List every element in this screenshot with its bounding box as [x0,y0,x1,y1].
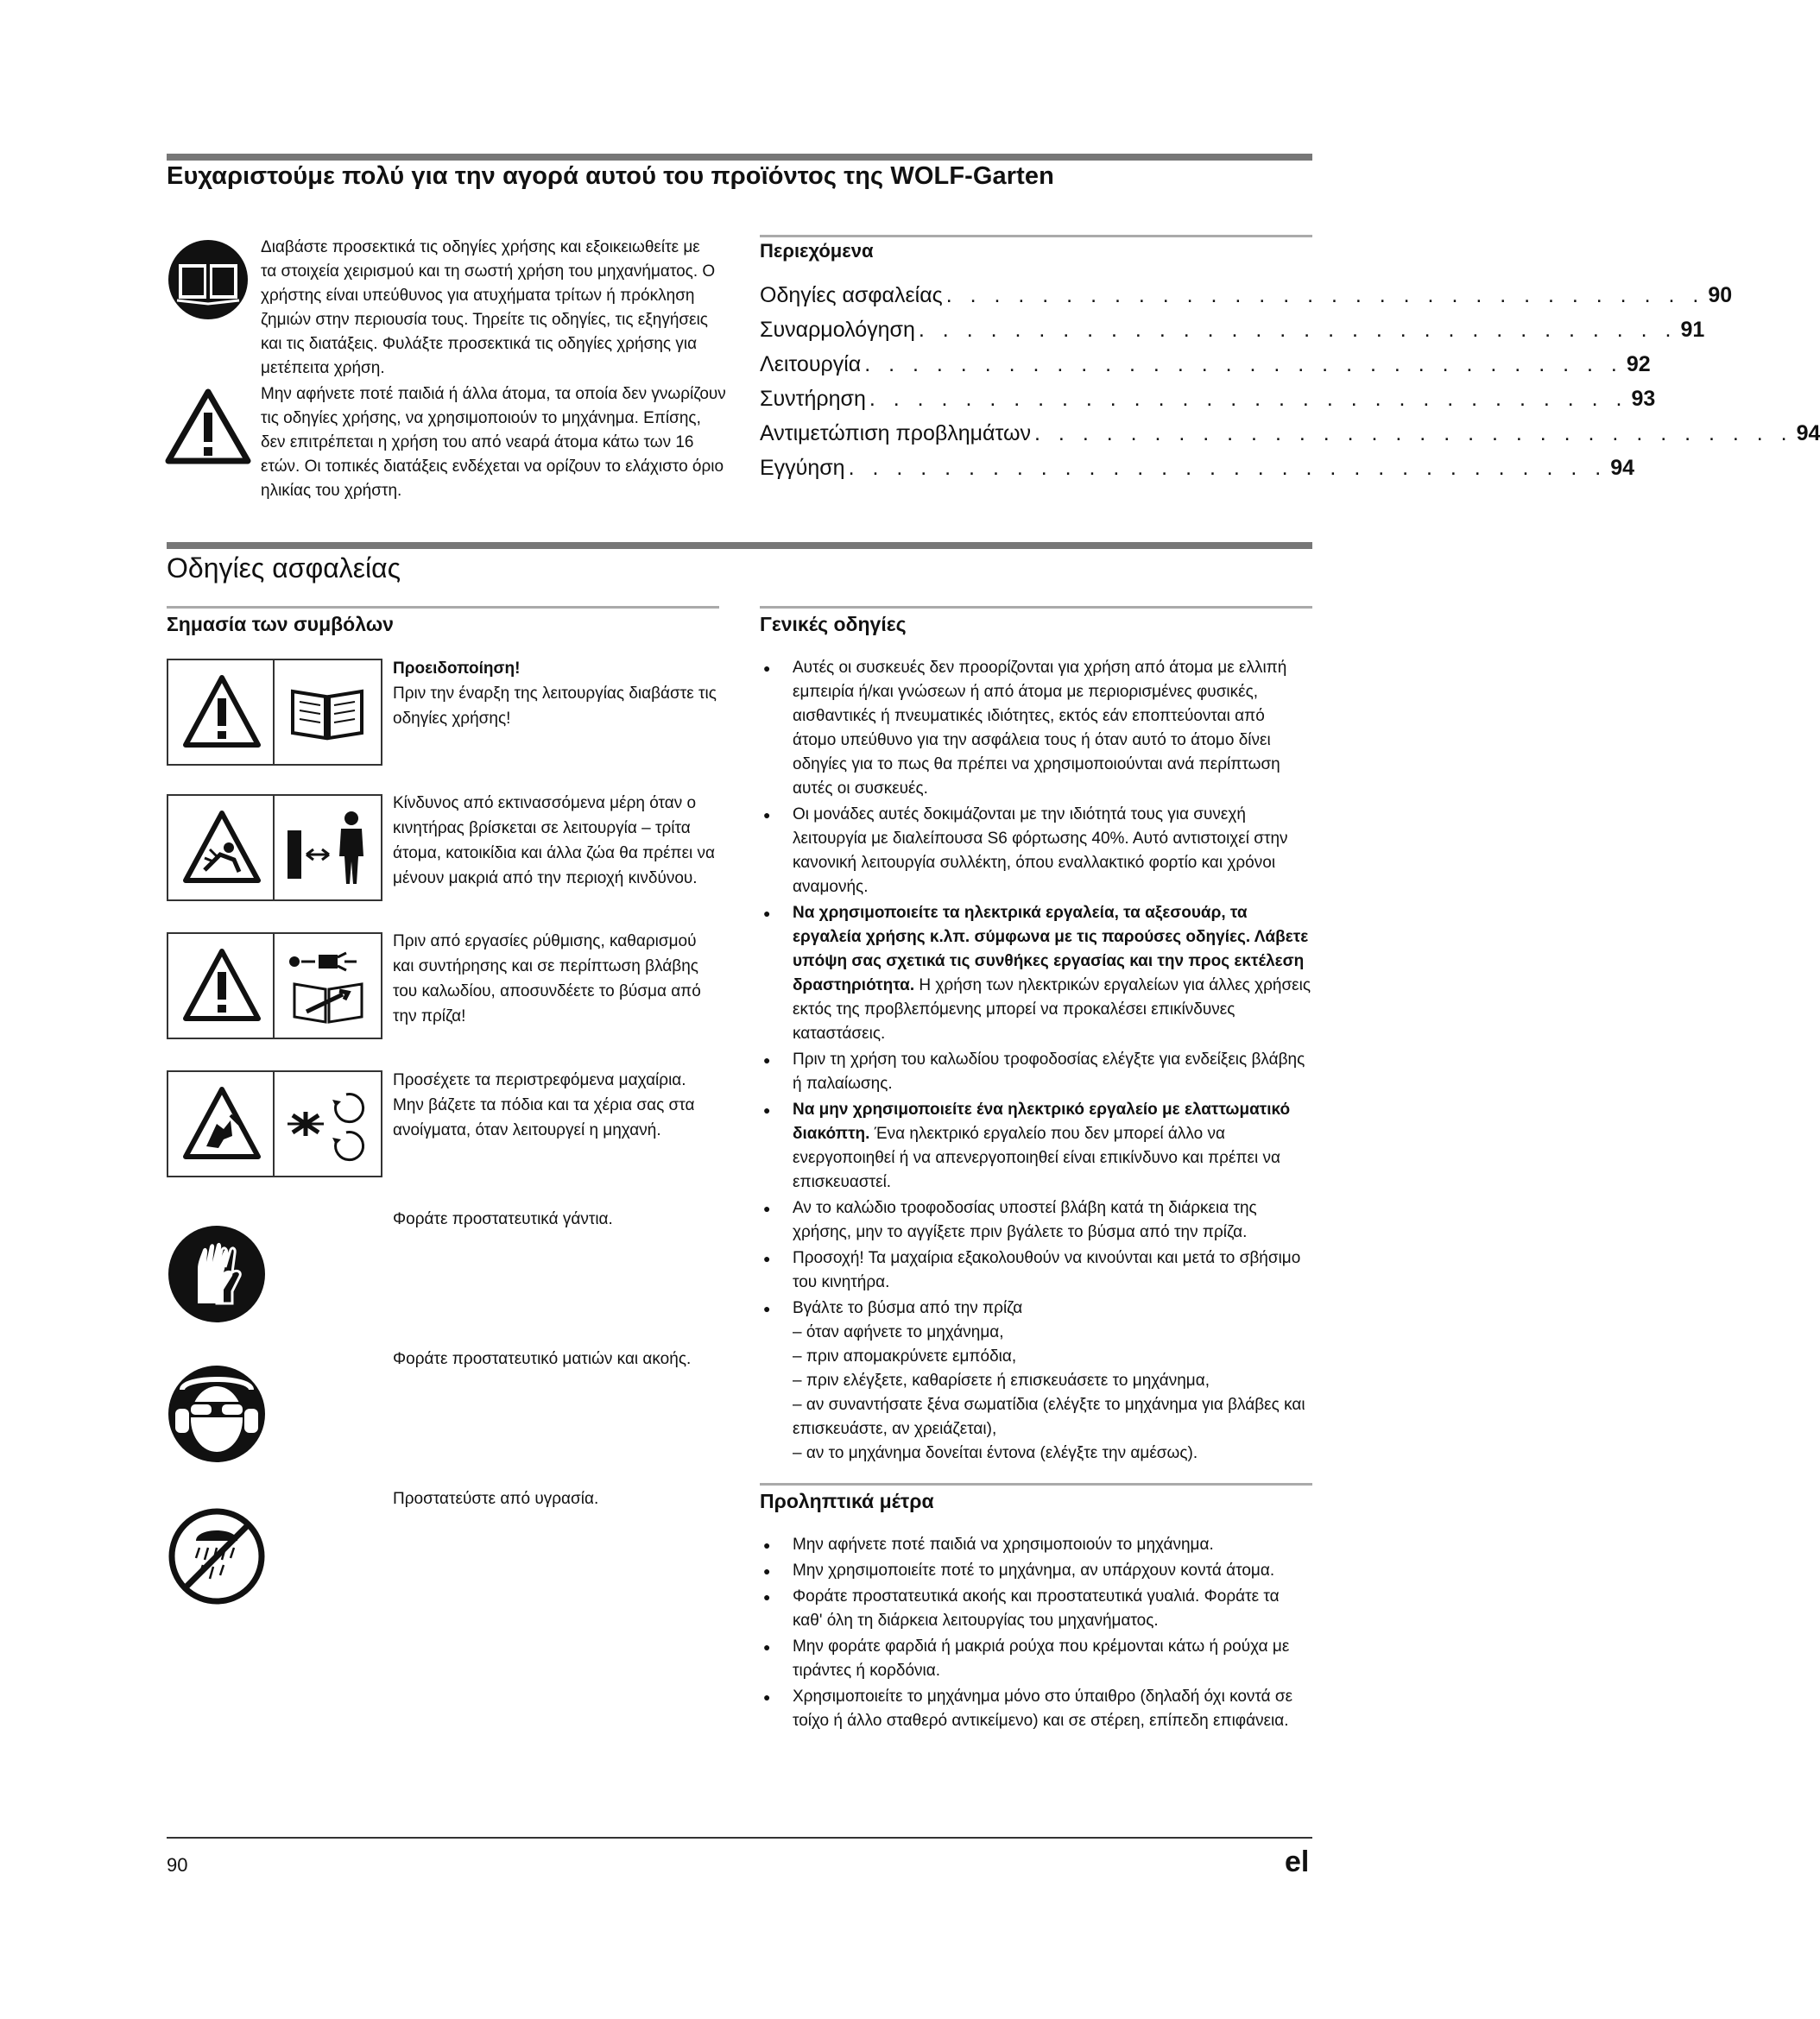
sub-item: – αν το μηχάνημα δονείται έντονα (ελέγξτε την αμέσως). [793,1444,1198,1462]
symbol-1-text [393,656,721,731]
list-item: ● Μην φοράτε φαρδιά ή μακριά ρούχα που κρέμονται κάτω ή ρούχα με τιράντες ή κορδόνια. [760,1635,1312,1683]
manual-book-icon [281,669,374,755]
safety-rule [167,542,1312,549]
symbol-3-text: Πριν από εργασίες ρύθμισης, καθαρισμού και συντήρησης και σε περίπτωση βλάβης του καλωδίου, αποσυνδέετε το βύσμα από την πρίζα! [393,932,701,1025]
symbol-rotating-blades [167,1070,382,1177]
list-item: ● Μην αφήνετε ποτέ παιδιά να χρησιμοποιούν το μηχάνημα. [760,1533,1312,1557]
children-warning-text: Μην αφήνετε ποτέ παιδιά ή άλλα άτομα, τα οποία δεν γνωρίζουν τις οδηγίες χρήσης, να χρησιμοποιούν το μηχάνημα. Επίσης, δεν επιτρέπεται η χρήση του από νεαρά άτομα κάτω των 16 ετών. Οι τοπικές διατάξεις ενδέχεται να ορίζουν το ελάχιστο όριο ηλικίας του χρήστη. [261,385,726,500]
symbol-2-text: Κίνδυνος από εκτινασσόμενα μέρη όταν ο κινητήρας βρίσκεται σε λειτουργία – τρίτα άτομα, κατοικίδια και άλλα ζώα θα πρέπει να μένουν μακριά από την περιοχή κινδύνου. [393,794,716,887]
blade-hazard-triangle-icon [179,1081,265,1167]
symbols-heading: Σημασία των συμβόλων [167,613,394,635]
list-item: ● Βγάλτε το βύσμα από την πρίζα – όταν αφήνετε το μηχάνημα, – πριν απομακρύνετε εμπόδια, – πριν ελέγξετε, καθαρίσετε ή επισκευάσετε το μηχάνημα, – αν συναντήσατε ξένα σωματίδια (ελέγξτε το μηχάνημα για βλάβες και επισκευάστε, αν χρειάζεται), – αν το μηχάνημα δονείται έντονα (ελέγξτε την αμέσως). [760,1297,1312,1466]
list-item: ● Προσοχή! Τα μαχαίρια εξακολουθούν να κινούνται και μετά το σβήσιμο του κινητήρα. [760,1246,1312,1295]
keep-distance-icon [281,804,374,891]
read-manual-text: Διαβάστε προσεκτικά τις οδηγίες χρήσης και εξοικειωθείτε με τα στοιχεία χειρισμού και τη σωστή χρήση του μηχανήματος. Ο χρήστης είναι υπεύθυνος για ατυχήματα τρίτων ή πρόκληση ζημιών στην περιουσία τους. Τηρείτε τις οδηγίες, τις εξηγήσεις και τις διατάξεις. Φυλάξτε προσεκτικά τις οδηγίες χρήσης για μετέπειτα χρήση. [261,238,716,377]
rotating-blades-icon [281,1081,374,1167]
title-rule [167,154,1312,161]
sub-item: – πριν απομακρύνετε εμπόδια, [793,1347,1017,1366]
sub-item: – όταν αφήνετε το μηχάνημα, [793,1323,1004,1341]
list-item: ● Πριν τη χρήση του καλωδίου τροφοδοσίας ελέγξτε για ενδείξεις βλάβης ή παλαίωσης. [760,1048,1312,1096]
list-item: ● Να χρησιμοποιείτε τα ηλεκτρικά εργαλεία, τα αξεσουάρ, τα εργαλεία χρήσης κ.λπ. σύμφωνα με τις παρούσες οδηγίες. Λάβετε υπόψη σας σχετικά τις συνθήκες εργασίας και την προς εκτέλεση δραστηριότητα. Η χρήση των ηλεκτρικών εργαλείων για άλλες χρήσεις εκτός της προβλεπόμενης μπορεί να προκαλέσει επικίνδυνες καταστάσεις. [760,901,1312,1046]
symbol-unplug [167,932,382,1039]
gloves-icon [167,1224,267,1324]
symbol-warning-read-manual [167,659,382,766]
safety-heading: Οδηγίες ασφαλείας [167,552,401,584]
symbol-1-body: Πριν την έναρξη της λειτουργίας διαβάστε τις οδηγίες χρήσης! [393,685,717,728]
toc-heading: Περιεχόμενα [760,240,874,262]
toc-item[interactable]: Συντήρηση . . . . . . . . . . . . . . . . . . . . . . . . . . . . . . . . 93 [760,387,1656,411]
list-item: ● Φοράτε προστατευτικά ακοής και προστατευτικά γυαλιά. Φοράτε τα καθ' όλη τη διάρκεια λειτουργίας του μηχανήματος. [760,1585,1312,1633]
list-item: ● Χρησιμοποιείτε το μηχάνημα μόνο στο ύπαιθρο (δηλαδή όχι κοντά σε τοίχο ή άλλο σταθερό αντικείμενο) και σε στέρεη, επίπεδη επιφάνεια. [760,1685,1312,1733]
symbol-7-text: Προστατεύστε από υγρασία. [393,1490,599,1508]
no-moisture-icon [167,1506,267,1606]
toc-item[interactable]: Αντιμετώπιση προβλημάτων . . . . . . . . . . . . . . . . . . . . . . . . . . . . . . . . 94 [760,421,1820,445]
list-item: ● Να μην χρησιμοποιείτε ένα ηλεκτρικό εργαλείο με ελαττωματικό διακόπτη. Ένα ηλεκτρικό εργαλείο που δεν μπορεί άλλο να ενεργοποιηθεί ή να απενεργοποιηθεί είναι επικίνδυνο και πρέπει να επισκευαστεί. [760,1098,1312,1195]
read-manual-icon [167,238,250,321]
warning-icon [164,387,252,466]
toc-rule [760,235,1312,237]
sub-item: – αν συναντήσατε ξένα σωματίδια (ελέγξτε το μηχάνημα για βλάβες και επισκευάστε, αν χρειάζεται), [793,1396,1305,1438]
toc-item[interactable]: Συναρμολόγηση . . . . . . . . . . . . . . . . . . . . . . . . . . . . . . . . 91 [760,318,1705,342]
unplug-maintenance-icon [281,943,374,1029]
list-item: ● Αυτές οι συσκευές δεν προορίζονται για χρήση από άτομα με ελλιπή εμπειρία ή/και γνώσεων ή από άτομα με περιορισμένες φυσικές, αισθαντικές ή πνευματικές ιδιότητες, εκτός εάν εποπτεύονται από άτομο υπεύθυνο για την ασφάλεια τους ή όταν αυτό το άτομο δίνει οδηγίες για το πως θα πρέπει να χρησιμοποιούνται ανά περίπτωση αυτές οι συσκευές. [760,656,1312,801]
general-heading: Γενικές οδηγίες [760,613,907,635]
page-title: Ευχαριστούμε πολύ για την αγορά αυτού του προϊόντος της WOLF-Garten [167,162,1054,190]
general-instructions-list [760,656,1312,1467]
preventive-heading: Προληπτικά μέτρα [760,1490,934,1512]
ejected-parts-triangle-icon [179,804,265,891]
preventive-list [760,1533,1312,1735]
sub-item: – πριν ελέγξετε, καθαρίσετε ή επισκευάσετε το μηχάνημα, [793,1372,1210,1390]
preventive-rule [760,1483,1312,1486]
warning-triangle-icon [179,669,265,755]
symbol-1-title: Προειδοποίηση! [393,659,521,678]
symbols-rule [167,606,719,609]
symbol-4-text: Προσέχετε τα περιστρεφόμενα μαχαίρια. Μην βάζετε τα πόδια και τα χέρια σας στα ανοίγματα, όταν λειτουργεί η μηχανή. [393,1071,695,1139]
list-item: ● Οι μονάδες αυτές δοκιμάζονται με την ιδιότητά τους για συνεχή λειτουργία με διαλείπουσα S6 φόρτωσης 40%. Αυτό αντιστοιχεί στην κανονική λειτουργία συλλέκτη, όπου εναλλακτικό φορτίο και χρόνοι αναμονής. [760,803,1312,899]
toc-item[interactable]: Εγγύηση . . . . . . . . . . . . . . . . . . . . . . . . . . . . . . . . 94 [760,456,1634,480]
table-of-contents [760,278,1820,485]
eye-ear-protection-icon [167,1364,267,1464]
page-number: 90 [167,1854,188,1876]
symbol-ejected-parts [167,794,382,901]
symbol-5-text: Φοράτε προστατευτικά γάντια. [393,1210,613,1228]
toc-item[interactable]: Οδηγίες ασφαλείας . . . . . . . . . . . . . . . . . . . . . . . . . . . . . . . . 90 [760,283,1733,307]
list-item: ● Μην χρησιμοποιείτε ποτέ το μηχάνημα, αν υπάρχουν κοντά άτομα. [760,1559,1312,1583]
language-code: el [1285,1845,1310,1878]
general-rule [760,606,1312,609]
footer-rule [167,1837,1312,1839]
toc-item[interactable]: Λειτουργία . . . . . . . . . . . . . . . . . . . . . . . . . . . . . . . . 92 [760,352,1651,376]
warning-triangle-icon [179,943,265,1029]
list-item: ● Αν το καλώδιο τροφοδοσίας υποστεί βλάβη κατά τη διάρκεια της χρήσης, μην το αγγίξετε πριν βγάλετε το βύσμα από την πρίζα. [760,1196,1312,1245]
symbol-6-text: Φοράτε προστατευτικό ματιών και ακοής. [393,1350,692,1368]
